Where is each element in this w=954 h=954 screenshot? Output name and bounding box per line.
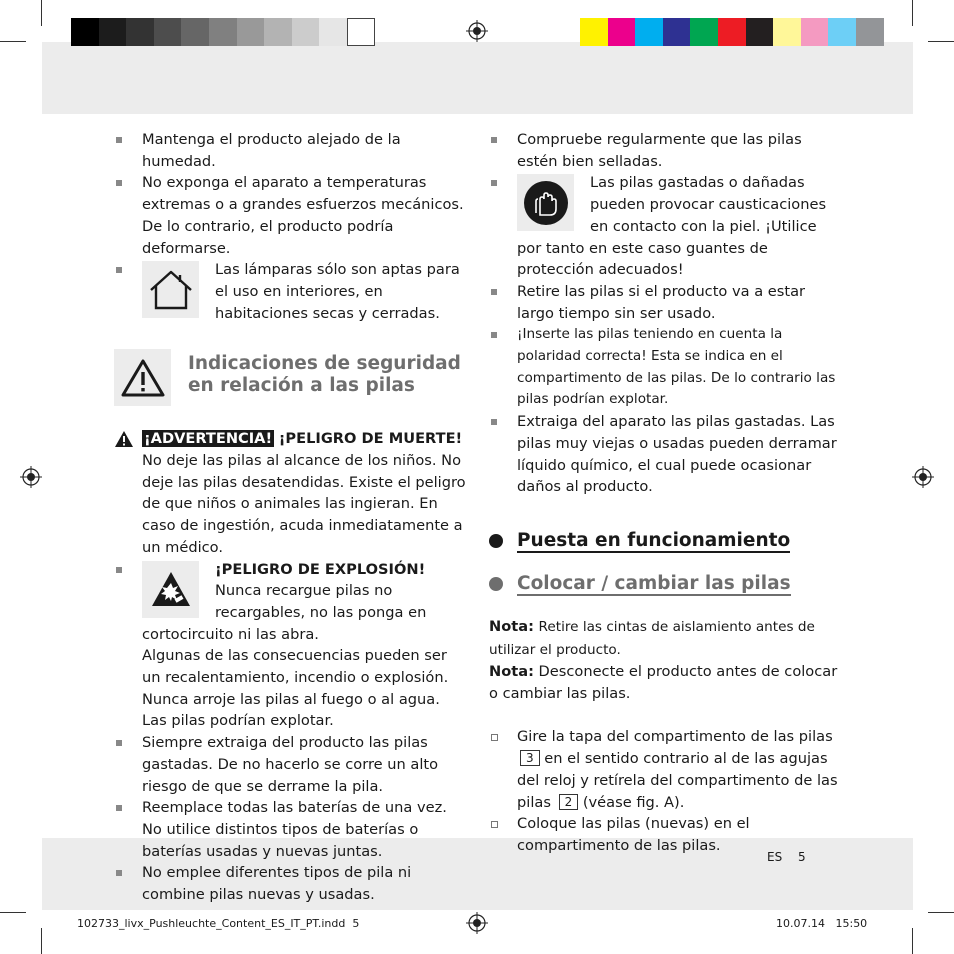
- list-item: [114, 259, 469, 324]
- color-swatch: [71, 18, 99, 46]
- gloves-text: Las pilas gastadas o dañadas pueden provocar causticaciones en contacto con la piel. ¡Utilice por tanto en este caso guantes de protección adecuados!: [517, 174, 827, 279]
- section-heading-block: [114, 349, 469, 405]
- list-item: Reemplace todas las baterías de una vez. No utilice distintos tipos de baterías o baterías usadas y nuevas juntas.: [114, 797, 469, 862]
- print-timestamp: 10.07.14 15:50: [776, 917, 868, 930]
- left-column: [114, 129, 469, 906]
- color-swatch: [209, 18, 237, 46]
- color-swatch: [580, 18, 608, 46]
- note-1: Nota: Retire las cintas de aislamiento antes de utilizar el producto.: [489, 617, 815, 658]
- step-item: Coloque las pilas (nuevas) en el compartimento de las pilas.: [489, 813, 841, 856]
- color-swatch: [663, 18, 691, 46]
- color-swatch: [126, 18, 154, 46]
- file-slug: 102733_livx_Pushleuchte_Content_ES_IT_PT.indd 5: [77, 917, 360, 930]
- right-column: [489, 129, 841, 857]
- color-swatch: [690, 18, 718, 46]
- registration-mark-icon: [466, 20, 488, 42]
- warning-paragraph: [114, 428, 469, 558]
- color-swatch: [828, 18, 856, 46]
- explosion-icon: [142, 561, 199, 618]
- color-swatch: [347, 18, 375, 46]
- warning-triangle-icon: [114, 349, 171, 406]
- list-item: [489, 172, 841, 281]
- color-swatch: [718, 18, 746, 46]
- color-swatch: [181, 18, 209, 46]
- color-swatch: [292, 18, 320, 46]
- house-icon: [142, 261, 199, 318]
- indoor-use-text: Las lámparas sólo son aptas para el uso en interiores, en habitaciones secas y cerradas.: [215, 261, 460, 322]
- list-item: Extraiga del aparato las pilas gastadas. Las pilas muy viejas o usadas pueden derramar líquido químico, el cual puede ocasionar daños al producto.: [489, 411, 841, 498]
- list-item: No exponga el aparato a temperaturas extremas o a grandes esfuerzos mecánicos. De lo contrario, el producto podría deformarse.: [114, 172, 469, 259]
- danger-label: ¡PELIGRO DE MUERTE!: [278, 430, 463, 448]
- section-heading: Indicaciones de seguridad en relación a las pilas: [188, 353, 461, 397]
- list-item: Siempre extraiga del producto las pilas gastadas. De no hacerlo se corre un alto riesgo de que se derrame la pila.: [114, 732, 469, 797]
- registration-mark-icon: [20, 466, 42, 488]
- header-band: [42, 42, 913, 114]
- heading-colocar-cambiar-pilas: Colocar / cambiar las pilas: [489, 573, 841, 595]
- gloves-icon: [517, 174, 574, 231]
- list-item: Compruebe regularmente que las pilas estén bien selladas.: [489, 129, 841, 172]
- color-swatch: [264, 18, 292, 46]
- list-item: [114, 559, 469, 733]
- color-swatch: [154, 18, 182, 46]
- step-item: Gire la tapa del compartimento de las pilas 3 en el sentido contrario al de las agujas del reloj y retírela del compartimento de las pilas 2 (véase fig. A).: [489, 726, 841, 813]
- list-item: No emplee diferentes tipos de pila ni combine pilas nuevas y usadas.: [114, 862, 469, 905]
- color-swatch: [773, 18, 801, 46]
- list-item: ¡Inserte las pilas teniendo en cuenta la polaridad correcta! Esta se indica en el compartimento de las pilas. De lo contrario las pilas podrían explotar.: [489, 324, 841, 411]
- figure-ref-2: 2: [559, 794, 579, 810]
- registration-mark-icon: [466, 912, 488, 934]
- list-item: Retire las pilas si el producto va a estar largo tiempo sin ser usado.: [489, 281, 841, 324]
- explosion-text-continued: Algunas de las consecuencias pueden ser un recalentamiento, incendio o explosión. Nunca arroje las pilas al fuego o al agua. Las pilas podrían explotar.: [142, 647, 449, 730]
- color-swatch: [801, 18, 829, 46]
- page-number: 5: [798, 850, 806, 864]
- warning-text: No deje las pilas al alcance de los niños. No deje las pilas desatendidas. Existe el peligro de que niños o animales las ingieran. En caso de ingestión, acuda inmediatamente a un médico.: [142, 452, 466, 556]
- warning-label: ¡ADVERTENCIA!: [144, 430, 273, 448]
- color-swatch: [237, 18, 265, 46]
- explosion-text: Nunca recargue pilas no recargables, no las ponga en cortocircuito ni las abra.: [142, 582, 427, 643]
- figure-ref-3: 3: [520, 750, 540, 766]
- page-language: ES: [767, 850, 783, 864]
- color-swatch: [746, 18, 774, 46]
- color-swatch: [608, 18, 636, 46]
- color-swatch: [319, 18, 347, 46]
- registration-mark-icon: [912, 466, 934, 488]
- color-swatch: [99, 18, 127, 46]
- list-item: Mantenga el producto alejado de la humedad.: [114, 129, 469, 172]
- explosion-label: ¡PELIGRO DE EXPLOSIÓN!: [215, 560, 426, 578]
- note-2: Nota: Desconecte el producto antes de colocar o cambiar las pilas.: [489, 663, 838, 703]
- warning-triangle-icon: [114, 430, 134, 448]
- color-swatch: [856, 18, 884, 46]
- color-swatch: [635, 18, 663, 46]
- heading-puesta-en-funcionamiento: Puesta en funcionamiento: [489, 530, 841, 552]
